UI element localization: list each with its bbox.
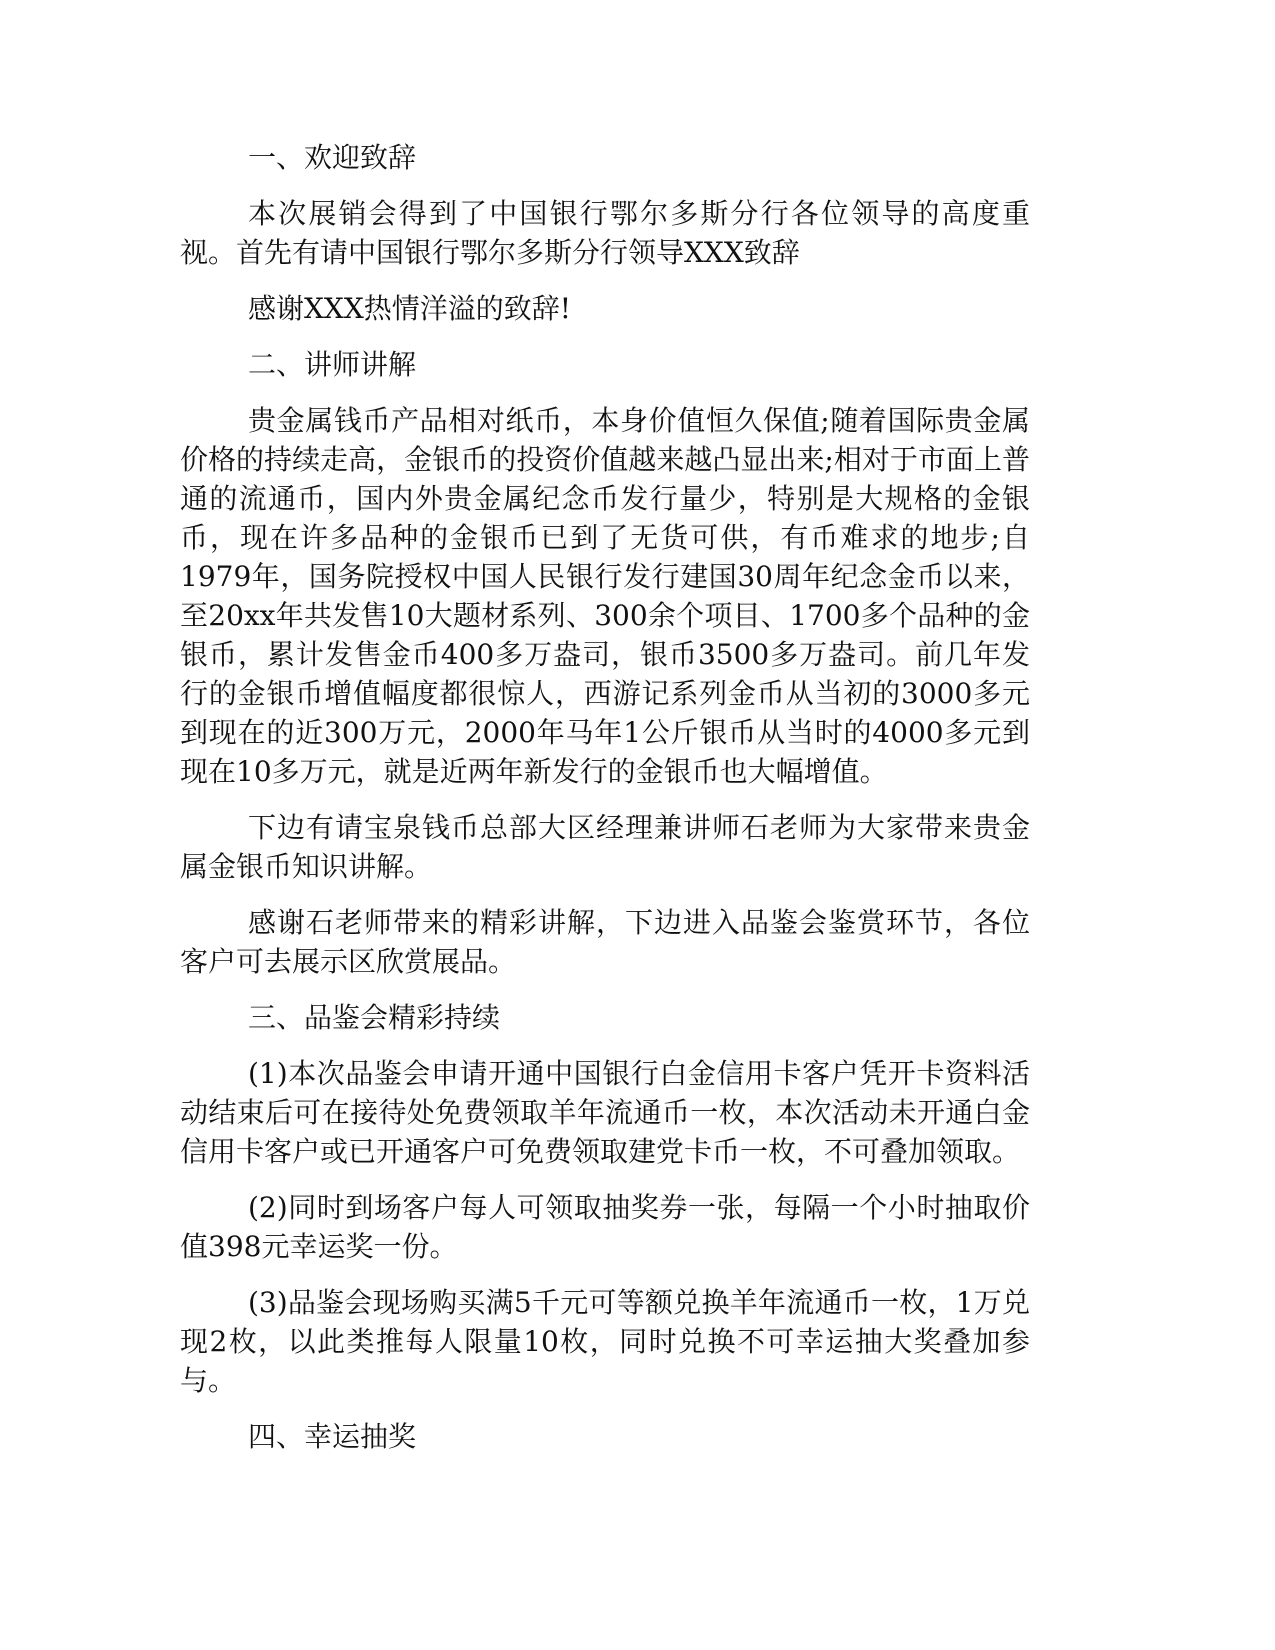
list-item: (3)品鉴会现场购买满5千元可等额兑换羊年流通币一枚，1万兑现2枚，以此类推每人限量10枚，同时兑换不可幸运抽大奖叠加参与。 [180,1286,1030,1397]
paragraph: 下边有请宝泉钱币总部大区经理兼讲师石老师为大家带来贵金属金银币知识讲解。 [180,811,1030,883]
paragraph: 感谢XXX热情洋溢的致辞! [248,292,572,325]
paragraph: 感谢石老师带来的精彩讲解，下边进入品鉴会鉴赏环节，各位客户可去展示区欣赏展品。 [180,906,1030,978]
document-body [180,138,1030,1473]
section-heading-lecture: 二、讲师讲解 [248,348,417,381]
paragraph: 本次展销会得到了中国银行鄂尔多斯分行各位领导的高度重视。首先有请中国银行鄂尔多斯分行领导XXX致辞 [180,197,1030,269]
list-item: (1)本次品鉴会申请开通中国银行白金信用卡客户凭开卡资料活动结束后可在接待处免费领取羊年流通币一枚，本次活动未开通白金信用卡客户或已开通客户可免费领取建党卡币一枚，不可叠加领取。 [180,1057,1030,1168]
section-heading-welcome: 一、欢迎致辞 [248,141,417,174]
section-heading-appraisal: 三、品鉴会精彩持续 [248,1001,501,1034]
list-item: (2)同时到场客户每人可领取抽奖券一张，每隔一个小时抽取价值398元幸运奖一份。 [180,1191,1030,1263]
section-heading-lottery: 四、幸运抽奖 [248,1420,417,1453]
paragraph: 贵金属钱币产品相对纸币，本身价值恒久保值;随着国际贵金属价格的持续走高，金银币的投资价值越来越凸显出来;相对于市面上普通的流通币，国内外贵金属纪念币发行量少，特别是大规格的金银币，现在许多品种的金银币已到了无货可供，有币难求的地步;自1979年，国务院授权中国人民银行发行建国30周年纪念金币以来，至20xx年共发售10大题材系列、300余个项目、1700多个品种的金银币，累计发售金币400多万盎司，银币3500多万盎司。前几年发行的金银币增值幅度都很惊人，西游记系列金币从当初的3000多元到现在的近300万元，2000年马年1公斤银币从当时的4000多元到现在10多万元，就是近两年新发行的金银币也大幅增值。 [180,404,1030,788]
